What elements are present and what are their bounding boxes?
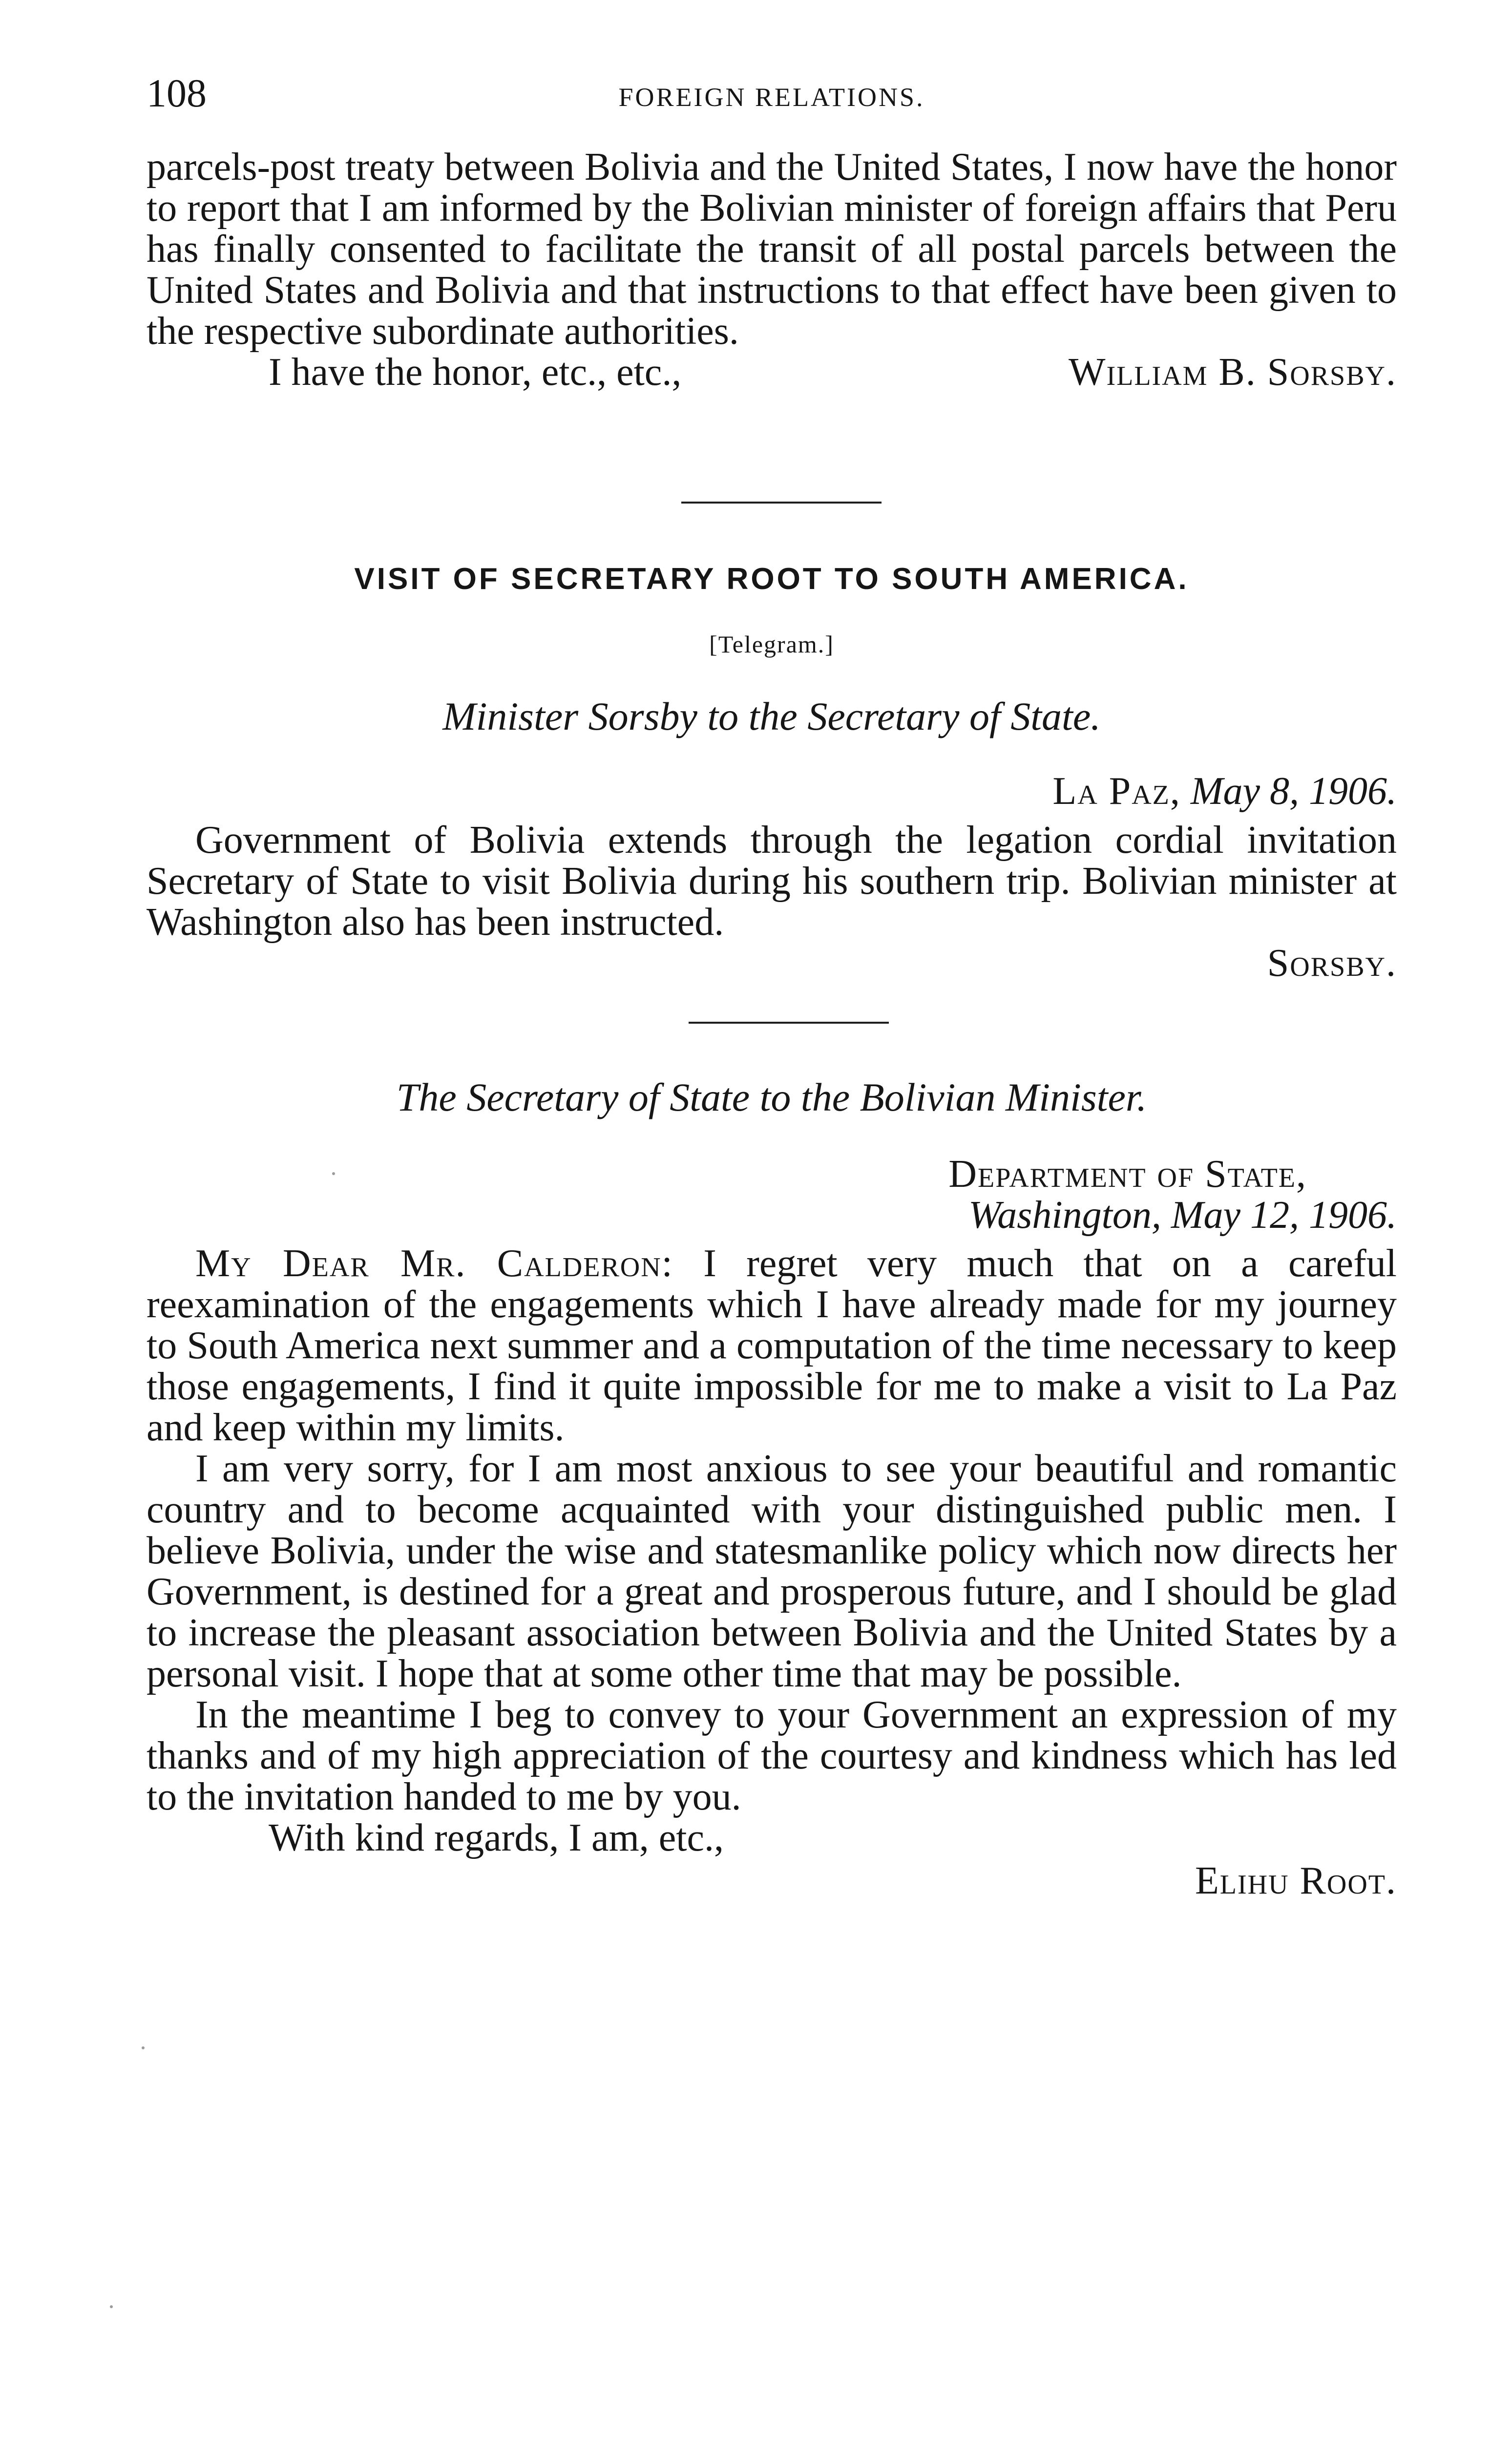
continuation-paragraph: parcels-post treaty between Bolivia and the United States, I now have the honor to report that I am informed by the Bolivian minister of foreign affairs that Peru has finally consented to facilitate the transit of all postal parcels between the United States and Bolivia and that instructions to that effect have been given to the respective subordinate authorities. (147, 146, 1397, 353)
letter-salutation: My Dear Mr. Calderon: (195, 1242, 673, 1285)
letter-divider (689, 1022, 889, 1024)
letter-dateline (968, 1195, 1397, 1236)
telegram-body: Government of Bolivia extends through the legation cordial invitation Secretary of State to visit Bolivia during his southern trip. Bolivian minister at Washington also has been instructed. (147, 819, 1397, 944)
continuation-signoff (147, 352, 1397, 393)
letter-department (948, 1154, 1307, 1195)
telegram-heading: Minister Sorsby to the Secretary of State. (442, 694, 1101, 738)
scan-speck (142, 2046, 145, 2049)
letter-paragraph-1-text: I regret very much that on a careful reexamination of the engagements which I have already made for my journey to South America next summer and a computation of the time necessary to keep those engagements, I find it quite impossible for me to make a visit to La Paz and keep within my limits. (147, 1242, 1397, 1449)
letter-place-date: Washington, May 12, 1906. (968, 1194, 1397, 1237)
letter-paragraph-1 (147, 1243, 1397, 1448)
page-header (147, 63, 1397, 122)
letter-heading: The Secretary of State to the Bolivian Minister. (396, 1075, 1147, 1119)
letter-signature: Elihu Root. (1195, 1859, 1397, 1902)
continuation-block (147, 147, 1397, 393)
section-title: VISIT OF SECRETARY ROOT TO SOUTH AMERICA. (354, 562, 1189, 596)
continuation-closing: I have the honor, etc., etc., (269, 351, 682, 394)
telegram-signature: Sorsby. (1267, 942, 1397, 985)
letter-paragraph-2: I am very sorry, for I am most anxious to see your beautiful and romantic country and to become acquainted with your distinguished public men. I believe Bolivia, under the wise and statesmanlike policy which now directs her Government, is destined for a great and prosperous future, and I should be glad to increase the pleasant association between Bolivia and the United States by a personal visit. I hope that at some other time that may be possible. (147, 1447, 1397, 1695)
telegram-dateline (1052, 771, 1397, 812)
running-title: FOREIGN RELATIONS. (618, 83, 925, 112)
telegram-date: May 8, 1906. (1190, 770, 1397, 813)
telegram-note: [Telegram.] (709, 631, 834, 658)
section-divider (681, 502, 882, 504)
continuation-signature: William B. Sorsby. (1068, 351, 1397, 394)
telegram-body-block (147, 820, 1397, 984)
scan-speck (110, 2305, 113, 2308)
page-number: 108 (147, 71, 207, 115)
letter-body-block (147, 1243, 1397, 1901)
telegram-place: La Paz, (1052, 770, 1181, 813)
department-name: Department of State, (948, 1153, 1307, 1196)
letter-closing-line (147, 1817, 1397, 1858)
letter-paragraph-3: In the meantime I beg to convey to your Government an expression of my thanks and of my high appreciation of the courtesy and kindness which has led to the invitation handed to me by you. (147, 1693, 1397, 1818)
scan-speck (332, 1172, 335, 1175)
letter-closing: With kind regards, I am, etc., (269, 1816, 724, 1859)
